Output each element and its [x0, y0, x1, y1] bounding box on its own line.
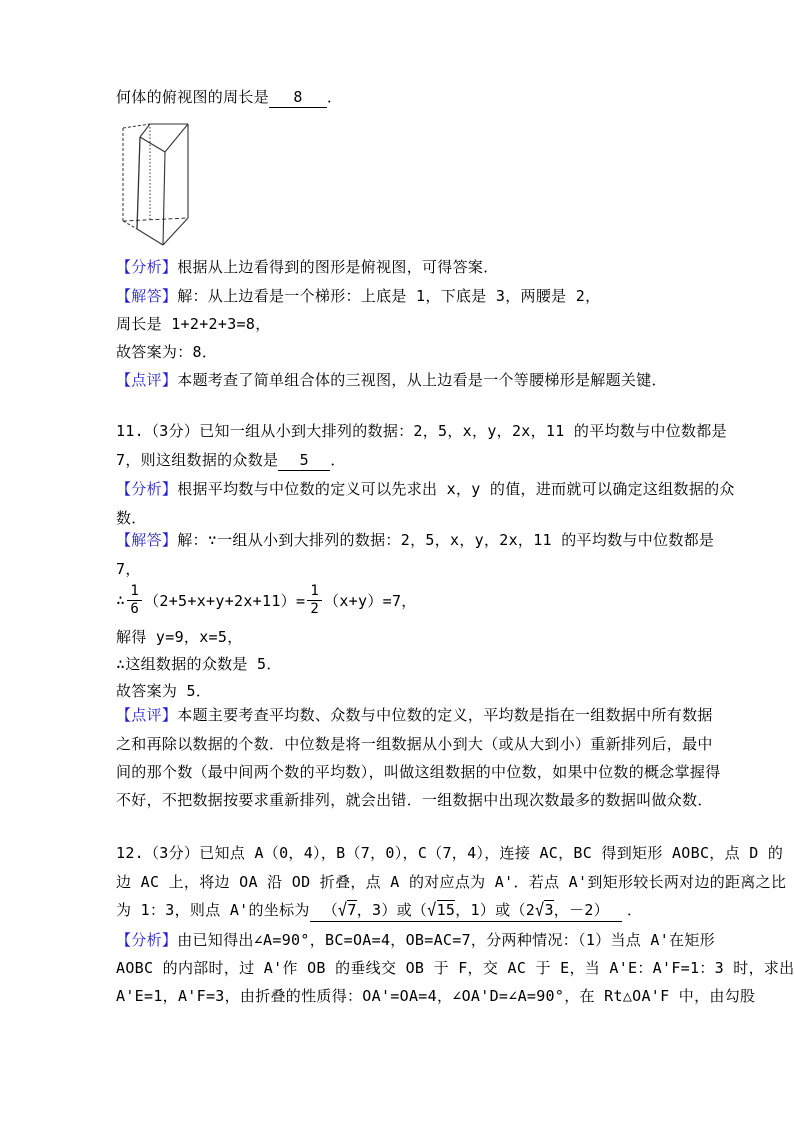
q12-statement-line1: [116, 843, 783, 863]
q11-statement-line2: [116, 450, 346, 470]
q12-statement-prefix: 为 1：3，则点 A'的坐标为: [116, 901, 310, 919]
q12-analysis-line3: [116, 986, 755, 1006]
q12-analysis-text2: AOBC 的内部时，过 A'作 OB 的垂线交 OB 于 F，交 AC 于 E，当 A'E：A'F=1：3 时，求出: [116, 959, 794, 977]
q11-comment-text2: 之和再除以数据的个数．中位数是将一组数据从小到大（或从大到小）重新排列后，最中: [116, 735, 713, 753]
q11-analysis-text1: 根据平均数与中位数的定义可以先求出 x，y 的值，进而就可以确定这组数据的众: [177, 480, 735, 498]
radicand: 7: [347, 901, 357, 919]
analysis-label: 【分析】: [116, 480, 178, 498]
q11-solve-line1: [116, 530, 714, 550]
q11-solve-text2: 7，: [116, 560, 141, 578]
q12-statement-line2: [116, 872, 786, 892]
q12-statement-line3: [116, 900, 642, 920]
comment-label: 【点评】: [116, 371, 178, 389]
q10-comment-line: [116, 370, 667, 390]
q11-equation-tail: （x+y）=7，: [324, 591, 417, 610]
sqrt-15: [427, 900, 455, 920]
q12-statement-text2: 边 AC 上，将边 OA 沿 OD 折叠，点 A 的对应点为 A'．若点 A'到矩形较长两对边的距离之比: [116, 873, 787, 891]
q10-analysis-line: [116, 257, 499, 277]
q11-answer-blank: 5: [278, 451, 330, 471]
q11-solve-text6: 故答案为 5．: [116, 682, 212, 700]
fraction-one-sixth: [127, 583, 142, 618]
q12-answer-seg: ，1）或（2: [455, 901, 536, 919]
q11-solve-text1: 解：∵一组从小到大排列的数据：2，5，x，y，2x，11 的平均数与中位数都是: [177, 531, 715, 549]
q10-answer-sentence: [116, 87, 342, 107]
q10-solve-line1: [116, 286, 600, 306]
q11-statement-prefix: 7，则这组数据的众数是: [116, 451, 279, 469]
q10-solve-text2: 周长是 1+2+2+3=8，: [116, 315, 271, 333]
q11-statement-line1: [116, 421, 727, 441]
q11-analysis-line1: [116, 479, 735, 499]
fraction-numerator: 1: [307, 583, 322, 601]
q11-statement-text1: 11.（3分）已知一组从小到大排列的数据：2，5，x，y，2x，11 的平均数与中位数都是: [116, 422, 727, 440]
fraction-one-half: [307, 583, 322, 618]
q12-analysis-line1: [116, 930, 715, 950]
therefore-symbol: ∴: [116, 591, 126, 609]
q11-equation-middle: （2+5+x+y+2x+11）=: [144, 591, 306, 610]
fraction-numerator: 1: [127, 583, 142, 601]
q11-solve-text5: ∴这组数据的众数是 5．: [116, 655, 282, 673]
q11-solve-line2: [116, 559, 141, 579]
q10-solve-text3: 故答案为：8．: [116, 343, 218, 361]
q10-intro-text: 何体的俯视图的周长是: [116, 88, 270, 106]
q12-answer-blank: [310, 900, 622, 922]
q11-comment-line4: [116, 790, 713, 810]
q12-analysis-line2: [116, 958, 794, 978]
radicand: 15: [436, 901, 456, 919]
sqrt-3: [535, 900, 554, 920]
q11-comment-text4: 不好，不把数据按要求重新排列，就会出错．一组数据中出现次数最多的数据叫做众数．: [116, 791, 713, 809]
q11-analysis-line2: [116, 508, 147, 528]
radical-sign: √: [338, 899, 348, 921]
q10-solve-text1: 解：从上边看是一个梯形：上底是 1，下底是 3，两腰是 2，: [177, 287, 601, 305]
radicand: 3: [544, 901, 554, 919]
q10-comment-text: 本题考查了简单组合体的三视图，从上边看是一个等腰梯形是解题关键．: [177, 371, 667, 389]
q10-solve-line3: [116, 342, 217, 362]
q11-solve-line5: [116, 654, 282, 674]
analysis-label: 【分析】: [116, 931, 178, 949]
q11-comment-line2: [116, 734, 713, 754]
q11-comment-line3: [116, 762, 721, 782]
q11-comment-text1: 本题主要考查平均数、众数与中位数的定义，平均数是指在一组数据中所有数据: [177, 706, 713, 724]
radical-sign: √: [427, 899, 437, 921]
q12-answer-seg: ，3）或（: [356, 901, 428, 919]
analysis-label: 【分析】: [116, 258, 178, 276]
fraction-denominator: 6: [130, 600, 140, 617]
q12-answer-seg: ，－2）: [553, 901, 610, 919]
q11-comment-line1: [116, 705, 713, 725]
q10-answer-blank: 8: [269, 88, 327, 108]
q11-analysis-text2: 数．: [116, 509, 147, 527]
q12-period: ．: [627, 901, 643, 919]
solve-label: 【解答】: [116, 287, 178, 305]
trapezoid-prism-figure: [110, 120, 222, 250]
q12-answer-seg: （: [322, 901, 338, 919]
q11-comment-text3: 间的那个数（最中间两个数的平均数），叫做这组数据的中位数，如果中位数的概念掌握得: [116, 763, 721, 781]
q11-solve-line4: [116, 627, 243, 647]
q10-solve-line2: [116, 314, 271, 334]
comment-label: 【点评】: [116, 706, 178, 724]
q12-statement-text1: 12.（3分）已知点 A（0，4），B（7，0），C（7，4），连接 AC，BC 得到矩形 AOBC，点 D 的: [116, 844, 784, 862]
q11-solve-text4: 解得 y=9，x=5，: [116, 628, 243, 646]
solve-label: 【解答】: [116, 531, 178, 549]
q11-solve-line6: [116, 681, 211, 701]
q12-analysis-text1: 由已知得出∠A=90°，BC=OA=4，OB=AC=7，分两种情况：（1）当点 A'在矩形: [177, 931, 715, 949]
q10-period: ．: [327, 88, 343, 106]
fraction-denominator: 2: [310, 600, 320, 617]
q10-analysis-text: 根据从上边看得到的图形是俯视图，可得答案．: [177, 258, 499, 276]
q12-analysis-text3: A'E=1，A'F=3，由折叠的性质得：OA'=OA=4，∠OA'D=∠A=90°，在 Rt△OA'F 中，由勾股: [116, 987, 756, 1005]
sqrt-7: [338, 900, 357, 920]
radical-sign: √: [535, 899, 545, 921]
q11-equation-line: [116, 579, 417, 621]
q11-period: ．: [330, 451, 346, 469]
